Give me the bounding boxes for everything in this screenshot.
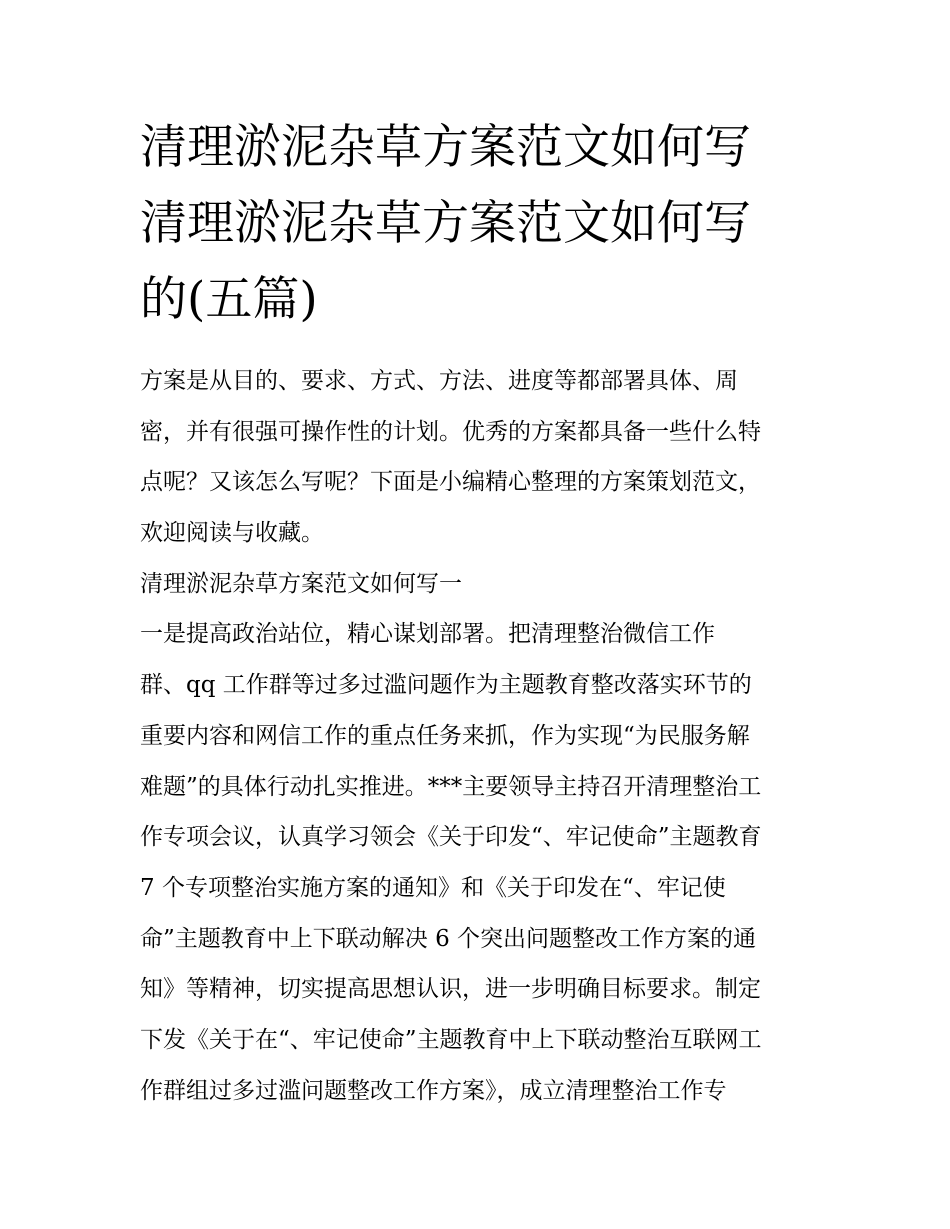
body-line: 下发《关于在“、牢记使命”主题教育中上下联动整治互联网工	[140, 1026, 762, 1053]
section-heading: 清理淤泥杂草方案范文如何写一	[140, 570, 462, 597]
title-line-1: 清理淤泥杂草方案范文如何写	[140, 120, 751, 175]
body-line: 密，并有很强可操作性的计划。优秀的方案都具备一些什么特	[140, 418, 761, 445]
body-line: 作群组过多过滥问题整改工作方案》，成立清理整治工作专	[140, 1077, 727, 1104]
body-line: 方案是从目的、要求、方式、方法、进度等都部署具体、周	[140, 368, 738, 394]
body-line: 点呢？又该怎么写呢？下面是小编精心整理的方案策划范文，	[140, 469, 761, 496]
title-line-3: 的(五篇)	[140, 272, 318, 327]
body-line: 作专项会议，认真学习领会《关于印发“、牢记使命”主题教育	[140, 824, 762, 851]
body-line: 命”主题教育中上下联动解决 6 个突出问题整改工作方案的通	[140, 925, 757, 952]
body-line: 7 个专项整治实施方案的通知》和《关于印发在“、牢记使	[140, 874, 726, 901]
document-title	[140, 110, 830, 338]
body-line: 一是提高政治站位，精心谋划部署。把清理整治微信工作	[140, 621, 715, 648]
title-line-2: 清理淤泥杂草方案范文如何写	[140, 196, 751, 251]
body-line: 难题”的具体行动扎实推进。***主要领导主持召开清理整治工	[140, 773, 762, 800]
body-line: 知》等精神，切实提高思想认识，进一步明确目标要求。制定	[140, 976, 761, 1003]
body-line: 群、qq 工作群等过多过滥问题作为主题教育整改落实环节的	[140, 672, 752, 699]
body-line: 重要内容和网信工作的重点任务来抓，作为实现“为民服务解	[140, 722, 750, 749]
document-body	[140, 356, 830, 1116]
body-line: 欢迎阅读与收藏。	[140, 520, 324, 547]
